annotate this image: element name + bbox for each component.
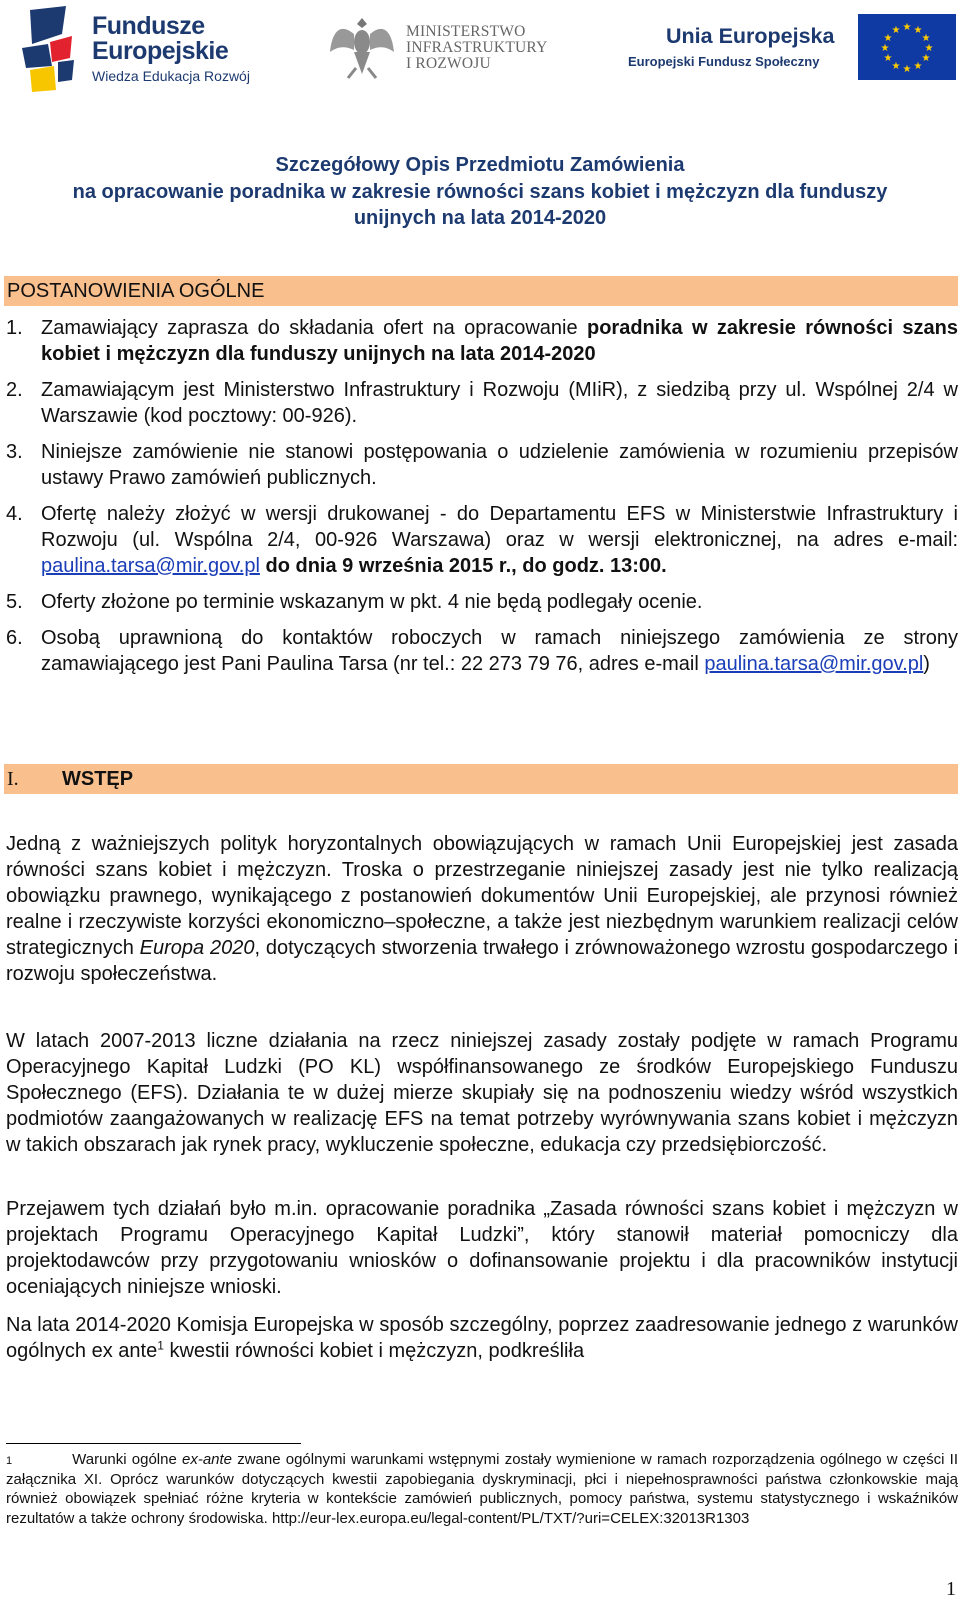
eu-flag-icon [858, 14, 956, 80]
mir-line1: MINISTERSTWO [406, 23, 526, 40]
document-title: Szczegółowy Opis Przedmiotu Zamówienia [275, 154, 685, 176]
header-logos [0, 0, 960, 100]
intro-paragraph-1: Jedną z ważniejszych polityk horyzontalnych obowiązujących w ramach Unii Europejskiej jest zasada równości szans kobiet i mężczyzn. Troska o przestrzeganie niniejszej zasady jest nie tylko realizacją obowiązku prawnego, wynikającego z postanowień dokumentów Unii Europejskiej, ale przynosi również realne i rzeczywiste korzyści ekonomiczno–społeczne, a także jest niezbędnym warunkiem realizacji celów strategicznych Europa 2020, dotyczących stworzenia trwałego i zrównoważonego wzrostu gospodarczego i rozwoju społeczeństwa. [6, 833, 959, 985]
general-provisions-list [6, 315, 958, 677]
document-subtitle-line1: na opracowanie poradnika w zakresie równości szans kobiet i mężczyzn dla funduszy [72, 181, 888, 203]
svg-text:★: ★ [891, 61, 901, 72]
fe-line1: Fundusze [92, 12, 205, 40]
unia-europejska-logo [628, 12, 958, 84]
footnote-separator [6, 1443, 301, 1444]
svg-text:★: ★ [883, 33, 893, 44]
fe-subtitle: Wiedza Edukacja Rozwój [92, 68, 250, 84]
ue-name: Unia Europejska [666, 24, 835, 48]
list-item: 6. Osobą uprawnioną do kontaktów roboczych w ramach niniejszego zamówienia ze strony zamawiającego jest Pani Paulina Tarsa (nr tel.: 22 273 79 76, adres e-mail paulina.tarsa@mir.gov.pl) [6, 627, 958, 675]
svg-text:★: ★ [883, 53, 893, 64]
ue-subtitle: Europejski Fundusz Społeczny [628, 54, 820, 69]
email-link[interactable]: paulina.tarsa@mir.gov.pl [704, 653, 924, 675]
intro-paragraph-4: Na lata 2014-2020 Komisja Europejska w sposób szczególny, poprzez zaadresowanie jednego z warunków ogólnych ex ante$^1$ kwestii równości kobiet i mężczyzn, podkreśliła [6, 1314, 958, 1362]
email-link[interactable]: paulina.tarsa@mir.gov.pl [41, 555, 260, 577]
footnote-mark: 1 [6, 1455, 13, 1467]
intro-paragraph-2: W latach 2007-2013 liczne działania na rzecz niniejszej zasady zostały podjęte w ramach Programu Operacyjnego Kapitał Ludzki (PO KL) współfinansowanego ze środków Europejskiego Funduszu Społecznego (EFS). Działania te w dużej mierze skupiały się na podnoszeniu wiedzy wśród wszystkich podmiotów zaangażowanych w realizację EFS na temat potrzeby wyrównywania szans kobiet i mężczyzn w takich obszarach jak rynek pracy, wykluczenie społeczne, edukacja czy przedsiębiorczość. [6, 1030, 958, 1156]
list-item: 5. Oferty złożone po terminie wskazanym w pkt. 4 nie będą podlegały ocenie. [6, 591, 703, 613]
section-heading-intro: WSTĘP [62, 768, 134, 790]
svg-text:★: ★ [913, 61, 923, 72]
fe-star-icon [22, 4, 86, 94]
svg-text:★: ★ [924, 43, 934, 54]
list-item: 4. Ofertę należy złożyć w wersji drukowanej - do Departamentu EFS w Ministerstwie Infrastruktury i Rozwoju (ul. Wspólna 2/4, 00-926 Warszawa) oraz w wersji elektronicznej, na adres e-mail: paulina.tarsa@mir.gov.pl do dnia 9 września 2015 r., do godz. 13:00. [6, 503, 958, 577]
section-bar-intro [4, 764, 958, 794]
svg-text:★: ★ [913, 25, 923, 36]
footnote-ref[interactable]: 1 [157, 1338, 164, 1353]
list-item: 1. Zamawiający zaprasza do składania ofert na opracowanie poradnika w zakresie równości szans kobiet i mężczyzn dla funduszy unijnych na lata 2014-2020 [6, 317, 958, 365]
svg-text:★: ★ [921, 53, 931, 64]
eagle-emblem-icon [328, 12, 396, 82]
page-number: 1 [946, 1578, 956, 1600]
list-item: 3. Niniejsze zamówienie nie stanowi postępowania o udzielenie zamówienia w rozumieniu przepisów ustawy Prawo zamówień publicznych. [6, 441, 958, 489]
svg-text:★: ★ [891, 25, 901, 36]
intro-paragraph-3: Przejawem tych działań było m.in. opracowanie poradnika „Zasada równości szans kobiet i mężczyzn w projektach Programu Operacyjnego Kapitał Ludzki”, który stanowił materiał pomocniczy dla projektodawców przy przygotowaniu wniosków o dofinansowanie projektu i dla pracowników instytucji oceniających niniejsze wnioski. [6, 1198, 958, 1298]
svg-text:★: ★ [902, 64, 912, 75]
ministerstwo-logo [328, 12, 568, 82]
section-number: I. [7, 768, 19, 790]
fe-line2: Europejskie [92, 37, 229, 65]
mir-line3: I ROZWOJU [406, 55, 491, 72]
fundusze-europejskie-logo [22, 4, 272, 94]
svg-text:★: ★ [902, 22, 912, 33]
list-item: 2. Zamawiającym jest Ministerstwo Infrastruktury i Rozwoju (MIiR), z siedzibą przy ul. Wspólnej 2/4 w Warszawie (kod pocztowy: 00-926). [6, 379, 958, 427]
footnote: $^1$ Warunki ogólne ex-ante zwane ogólnymi warunkami wstępnymi zostały wymienione w ramach rozporządzenia ogólnego w części II załącznika XI. Oprócz warunków dotyczących kwestii zapobiegania dyskryminacji, płci i niepełnosprawności państwa członkowskie mają również obowiązek spełniać różne kryteria w kontekście zamówień publicznych, pomocy państwa, systemu statystycznego i wskaźników rezultatów a także ochrony środowiska. http://eur-lex.europa.eu/legal-content/PL/TXT/?uri=CELEX:32013R1303 [6, 1451, 958, 1527]
section-bar-general [4, 276, 958, 306]
svg-text:★: ★ [921, 33, 931, 44]
mir-line2: INFRASTRUKTURY [406, 39, 548, 56]
section-heading-general: POSTANOWIENIA OGÓLNE [7, 280, 265, 302]
document-subtitle-line2: unijnych na lata 2014-2020 [353, 207, 607, 229]
svg-text:★: ★ [880, 43, 890, 54]
